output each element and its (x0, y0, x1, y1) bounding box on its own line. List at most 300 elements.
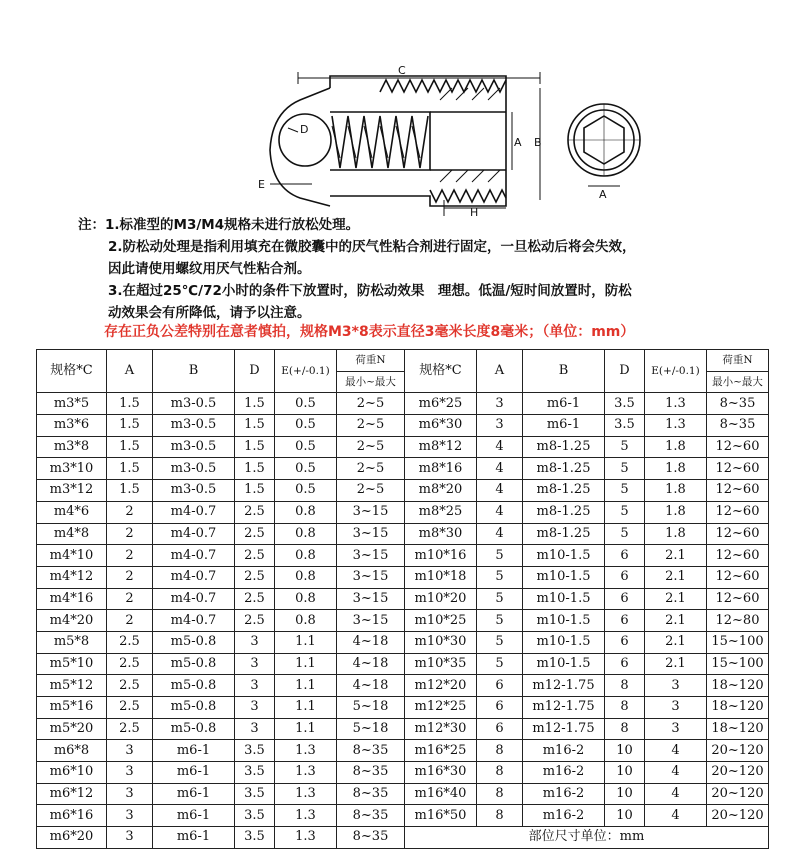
cell-right-spec: m12*25 (405, 697, 477, 719)
cell-left-a: 3 (107, 762, 153, 784)
cell-left-e: 0.8 (275, 610, 337, 632)
cell-right-load: 12~60 (707, 588, 769, 610)
cell-left-spec: m6*10 (37, 762, 107, 784)
cell-left-load: 3~15 (337, 610, 405, 632)
cell-left-b: m6-1 (153, 827, 235, 849)
cell-left-b: m3-0.5 (153, 436, 235, 458)
cell-left-e: 1.1 (275, 631, 337, 653)
cell-left-b: m5-0.8 (153, 631, 235, 653)
cell-left-b: m5-0.8 (153, 653, 235, 675)
cell-right-a: 4 (477, 501, 523, 523)
cell-left-a: 2 (107, 523, 153, 545)
cell-left-e: 1.3 (275, 762, 337, 784)
cell-left-b: m4-0.7 (153, 523, 235, 545)
table-row (37, 566, 769, 588)
header-d-right: D (605, 350, 645, 393)
cell-right-load: 12~60 (707, 501, 769, 523)
cell-left-e: 0.8 (275, 566, 337, 588)
cell-right-load: 8~35 (707, 393, 769, 415)
cell-right-a: 8 (477, 783, 523, 805)
cell-right-a: 6 (477, 675, 523, 697)
cell-right-load: 12~80 (707, 610, 769, 632)
cell-right-e: 2.1 (645, 653, 707, 675)
cell-left-spec: m4*8 (37, 523, 107, 545)
side-view (270, 76, 506, 206)
header-e-right: E(+/-0.1) (645, 350, 707, 393)
cell-right-e: 1.8 (645, 436, 707, 458)
spring (332, 116, 428, 168)
cell-left-spec: m5*8 (37, 631, 107, 653)
cell-right-d: 5 (605, 480, 645, 502)
cell-left-b: m5-0.8 (153, 697, 235, 719)
table-row (37, 740, 769, 762)
cell-right-d: 3.5 (605, 393, 645, 415)
table-row (37, 762, 769, 784)
cell-right-e: 3 (645, 697, 707, 719)
cell-right-d: 6 (605, 545, 645, 567)
cell-right-b: m8-1.25 (523, 480, 605, 502)
cell-right-a: 5 (477, 653, 523, 675)
cell-left-e: 1.3 (275, 783, 337, 805)
cell-right-d: 3.5 (605, 415, 645, 437)
thread-bottom (430, 190, 506, 202)
cell-left-load: 2~5 (337, 393, 405, 415)
cell-left-e: 0.5 (275, 415, 337, 437)
cell-right-d: 6 (605, 653, 645, 675)
cell-left-load: 3~15 (337, 545, 405, 567)
cell-right-spec: m10*35 (405, 653, 477, 675)
cell-left-spec: m6*12 (37, 783, 107, 805)
cell-left-spec: m5*12 (37, 675, 107, 697)
cell-right-b: m8-1.25 (523, 436, 605, 458)
unit-footer: 部位尺寸单位：mm (405, 827, 769, 849)
cell-right-e: 4 (645, 783, 707, 805)
cell-left-a: 3 (107, 827, 153, 849)
label-c: C (398, 64, 406, 77)
cell-left-d: 3 (235, 697, 275, 719)
cell-right-spec: m16*25 (405, 740, 477, 762)
cell-left-d: 1.5 (235, 393, 275, 415)
cell-left-d: 2.5 (235, 501, 275, 523)
tolerance-warning: 存在正负公差特别在意者慎拍，规格M3*8表示直径3毫米长度8毫米；（单位：mm） (104, 324, 635, 340)
cell-left-a: 2 (107, 501, 153, 523)
cell-left-b: m4-0.7 (153, 588, 235, 610)
cell-left-d: 3.5 (235, 762, 275, 784)
cell-left-spec: m6*20 (37, 827, 107, 849)
cell-right-spec: m8*12 (405, 436, 477, 458)
cell-right-b: m8-1.25 (523, 458, 605, 480)
label-e: E (258, 178, 265, 191)
cell-left-d: 3.5 (235, 827, 275, 849)
cell-left-a: 1.5 (107, 393, 153, 415)
cell-left-b: m6-1 (153, 805, 235, 827)
cell-right-e: 1.8 (645, 501, 707, 523)
cell-right-d: 10 (605, 762, 645, 784)
cell-right-d: 10 (605, 805, 645, 827)
cell-left-d: 1.5 (235, 415, 275, 437)
cell-left-b: m3-0.5 (153, 415, 235, 437)
cell-left-load: 2~5 (337, 480, 405, 502)
cell-left-d: 3 (235, 653, 275, 675)
cell-left-a: 2 (107, 566, 153, 588)
cell-left-e: 1.3 (275, 740, 337, 762)
cell-left-load: 3~15 (337, 501, 405, 523)
cell-left-spec: m3*10 (37, 458, 107, 480)
cell-right-e: 2.1 (645, 588, 707, 610)
cell-right-spec: m8*30 (405, 523, 477, 545)
cell-right-load: 18~120 (707, 675, 769, 697)
cell-right-load: 12~60 (707, 545, 769, 567)
cell-left-a: 1.5 (107, 458, 153, 480)
cell-right-spec: m10*20 (405, 588, 477, 610)
cell-right-b: m12-1.75 (523, 697, 605, 719)
cell-left-a: 2.5 (107, 675, 153, 697)
cell-left-b: m3-0.5 (153, 458, 235, 480)
end-view (568, 104, 640, 186)
cell-right-b: m8-1.25 (523, 501, 605, 523)
header-load-right: 荷重N (707, 350, 769, 372)
cell-left-a: 2.5 (107, 653, 153, 675)
cell-right-b: m16-2 (523, 783, 605, 805)
cell-left-d: 3 (235, 675, 275, 697)
table-row (37, 545, 769, 567)
cell-right-e: 1.8 (645, 458, 707, 480)
cell-right-spec: m8*20 (405, 480, 477, 502)
cell-left-load: 4~18 (337, 631, 405, 653)
cell-right-load: 18~120 (707, 718, 769, 740)
cell-left-e: 0.8 (275, 523, 337, 545)
cell-right-a: 8 (477, 762, 523, 784)
cell-left-spec: m5*16 (37, 697, 107, 719)
cell-left-d: 1.5 (235, 436, 275, 458)
cell-left-e: 0.5 (275, 436, 337, 458)
header-a: A (107, 350, 153, 393)
label-h: H (470, 206, 479, 219)
cell-right-d: 6 (605, 631, 645, 653)
notes-block (78, 214, 778, 324)
cell-left-spec: m4*10 (37, 545, 107, 567)
cell-left-b: m5-0.8 (153, 718, 235, 740)
cell-left-e: 1.1 (275, 675, 337, 697)
spec-table-body (37, 393, 769, 848)
cell-right-spec: m10*16 (405, 545, 477, 567)
header-b-right: B (523, 350, 605, 393)
cell-right-b: m6-1 (523, 393, 605, 415)
cell-right-spec: m12*20 (405, 675, 477, 697)
cell-left-b: m6-1 (153, 783, 235, 805)
cell-right-d: 8 (605, 697, 645, 719)
cell-right-b: m10-1.5 (523, 588, 605, 610)
cell-left-b: m4-0.7 (153, 610, 235, 632)
cell-left-a: 1.5 (107, 480, 153, 502)
label-a: A (514, 136, 522, 149)
cell-right-a: 3 (477, 393, 523, 415)
cell-right-d: 6 (605, 566, 645, 588)
cell-left-load: 4~18 (337, 675, 405, 697)
cell-right-d: 6 (605, 610, 645, 632)
table-row (37, 458, 769, 480)
cell-right-d: 5 (605, 436, 645, 458)
cell-right-load: 20~120 (707, 805, 769, 827)
header-load: 荷重N (337, 350, 405, 372)
cell-right-d: 5 (605, 523, 645, 545)
note-2-cont: 因此请使用螺纹用厌气性粘合剂。 (108, 261, 311, 277)
note-3-cont: 动效果会有所降低，请予以注意。 (108, 305, 311, 321)
table-row (37, 393, 769, 415)
cell-left-d: 3 (235, 718, 275, 740)
cell-right-b: m16-2 (523, 740, 605, 762)
cell-left-e: 1.3 (275, 805, 337, 827)
cell-right-e: 2.1 (645, 631, 707, 653)
cell-left-e: 1.3 (275, 827, 337, 849)
table-row (37, 675, 769, 697)
cell-left-a: 1.5 (107, 436, 153, 458)
cell-right-a: 3 (477, 415, 523, 437)
cell-left-a: 3 (107, 783, 153, 805)
cell-left-a: 2.5 (107, 697, 153, 719)
cell-right-e: 1.8 (645, 480, 707, 502)
cell-right-a: 4 (477, 523, 523, 545)
cell-right-a: 5 (477, 610, 523, 632)
cell-left-load: 2~5 (337, 458, 405, 480)
cell-left-spec: m4*16 (37, 588, 107, 610)
cell-right-d: 10 (605, 783, 645, 805)
cell-left-e: 0.8 (275, 501, 337, 523)
cell-right-e: 4 (645, 762, 707, 784)
cell-left-a: 2 (107, 588, 153, 610)
cell-right-load: 18~120 (707, 697, 769, 719)
cell-left-a: 2 (107, 545, 153, 567)
table-row (37, 480, 769, 502)
table-row (37, 415, 769, 437)
table-row (37, 805, 769, 827)
cell-left-b: m5-0.8 (153, 675, 235, 697)
cell-left-d: 3.5 (235, 805, 275, 827)
cell-left-load: 8~35 (337, 805, 405, 827)
note-2: 2.防松动处理是指利用填充在微胶囊中的厌气性粘合剂进行固定，一旦松动后将会失效， (108, 239, 636, 255)
label-d: D (300, 123, 309, 136)
cell-right-b: m12-1.75 (523, 675, 605, 697)
cell-right-a: 4 (477, 480, 523, 502)
cell-right-spec: m10*30 (405, 631, 477, 653)
cell-right-load: 12~60 (707, 480, 769, 502)
cell-left-load: 8~35 (337, 740, 405, 762)
table-row (37, 631, 769, 653)
cell-left-d: 3.5 (235, 740, 275, 762)
label-a-end: A (599, 188, 607, 201)
cell-right-a: 4 (477, 436, 523, 458)
cell-right-b: m6-1 (523, 415, 605, 437)
cell-left-spec: m4*12 (37, 566, 107, 588)
cell-left-d: 1.5 (235, 458, 275, 480)
cell-left-d: 2.5 (235, 588, 275, 610)
cell-right-load: 8~35 (707, 415, 769, 437)
header-row (37, 350, 769, 372)
table-row (37, 588, 769, 610)
cell-left-spec: m6*8 (37, 740, 107, 762)
cell-left-spec: m3*6 (37, 415, 107, 437)
cell-left-load: 8~35 (337, 783, 405, 805)
cell-left-a: 2.5 (107, 718, 153, 740)
cell-left-a: 3 (107, 740, 153, 762)
cell-right-e: 2.1 (645, 610, 707, 632)
cell-left-load: 2~5 (337, 415, 405, 437)
cell-left-d: 2.5 (235, 545, 275, 567)
cell-left-e: 0.8 (275, 588, 337, 610)
cell-right-e: 1.3 (645, 393, 707, 415)
header-load-sub: 最小~最大 (337, 371, 405, 393)
cell-right-load: 12~60 (707, 436, 769, 458)
cell-right-load: 12~60 (707, 458, 769, 480)
header-spec: 规格*C (37, 350, 107, 393)
cell-left-d: 2.5 (235, 566, 275, 588)
cell-right-b: m10-1.5 (523, 610, 605, 632)
cell-right-b: m10-1.5 (523, 545, 605, 567)
cell-right-d: 8 (605, 718, 645, 740)
cell-left-b: m6-1 (153, 762, 235, 784)
cell-right-e: 2.1 (645, 545, 707, 567)
thread-top (380, 80, 506, 92)
cell-left-d: 1.5 (235, 480, 275, 502)
table-row (37, 783, 769, 805)
cell-right-b: m10-1.5 (523, 653, 605, 675)
cell-left-b: m3-0.5 (153, 393, 235, 415)
cell-left-b: m3-0.5 (153, 480, 235, 502)
cell-right-spec: m10*25 (405, 610, 477, 632)
cell-left-load: 8~35 (337, 762, 405, 784)
cell-left-e: 0.5 (275, 480, 337, 502)
cell-left-e: 1.1 (275, 653, 337, 675)
cell-right-a: 6 (477, 697, 523, 719)
cell-right-spec: m16*40 (405, 783, 477, 805)
label-b: B (534, 136, 542, 149)
cell-left-b: m6-1 (153, 740, 235, 762)
cell-right-b: m10-1.5 (523, 631, 605, 653)
cell-right-a: 4 (477, 458, 523, 480)
cell-right-b: m10-1.5 (523, 566, 605, 588)
table-row (37, 501, 769, 523)
cell-right-a: 8 (477, 740, 523, 762)
cell-left-e: 1.1 (275, 697, 337, 719)
cell-right-d: 10 (605, 740, 645, 762)
cell-right-a: 5 (477, 566, 523, 588)
cell-left-a: 1.5 (107, 415, 153, 437)
cell-right-b: m16-2 (523, 762, 605, 784)
cell-right-load: 12~60 (707, 523, 769, 545)
cell-right-spec: m10*18 (405, 566, 477, 588)
table-row (37, 697, 769, 719)
cell-left-b: m4-0.7 (153, 501, 235, 523)
cell-left-spec: m3*8 (37, 436, 107, 458)
cell-right-d: 5 (605, 458, 645, 480)
cell-right-spec: m12*30 (405, 718, 477, 740)
cell-left-spec: m5*20 (37, 718, 107, 740)
header-b: B (153, 350, 235, 393)
cell-right-e: 3 (645, 718, 707, 740)
cell-left-a: 2 (107, 610, 153, 632)
cell-left-e: 0.5 (275, 393, 337, 415)
cell-left-b: m4-0.7 (153, 545, 235, 567)
cell-left-spec: m3*12 (37, 480, 107, 502)
cell-right-a: 5 (477, 545, 523, 567)
cell-left-load: 3~15 (337, 566, 405, 588)
cell-right-a: 5 (477, 631, 523, 653)
cell-right-e: 2.1 (645, 566, 707, 588)
cell-right-load: 15~100 (707, 653, 769, 675)
cell-left-a: 3 (107, 805, 153, 827)
cell-left-load: 3~15 (337, 523, 405, 545)
cell-left-spec: m5*10 (37, 653, 107, 675)
cell-left-d: 2.5 (235, 523, 275, 545)
note-3: 3.在超过25℃/72小时的条件下放置时，防松动效果 理想。低温/短时间放置时，防松 (108, 283, 632, 299)
cell-left-e: 0.8 (275, 545, 337, 567)
cell-left-spec: m6*16 (37, 805, 107, 827)
ball (279, 114, 331, 166)
cell-left-load: 5~18 (337, 697, 405, 719)
cell-left-spec: m4*6 (37, 501, 107, 523)
cell-right-e: 4 (645, 740, 707, 762)
cell-right-a: 6 (477, 718, 523, 740)
cell-left-d: 2.5 (235, 610, 275, 632)
cell-right-d: 5 (605, 501, 645, 523)
cell-right-e: 1.3 (645, 415, 707, 437)
note-1: 注：1.标准型的M3/M4规格未进行放松处理。 (78, 217, 360, 233)
cell-right-b: m12-1.75 (523, 718, 605, 740)
cell-right-spec: m16*30 (405, 762, 477, 784)
cell-right-b: m16-2 (523, 805, 605, 827)
table-row (37, 653, 769, 675)
cell-right-load: 15~100 (707, 631, 769, 653)
table-row (37, 718, 769, 740)
cell-left-e: 0.5 (275, 458, 337, 480)
header-d: D (235, 350, 275, 393)
cell-right-d: 6 (605, 588, 645, 610)
cell-left-e: 1.1 (275, 718, 337, 740)
table-row (37, 523, 769, 545)
cell-right-load: 20~120 (707, 762, 769, 784)
header-a-right: A (477, 350, 523, 393)
cell-right-e: 4 (645, 805, 707, 827)
table-row (37, 827, 769, 849)
cell-right-a: 5 (477, 588, 523, 610)
cell-right-spec: m16*50 (405, 805, 477, 827)
cell-left-load: 2~5 (337, 436, 405, 458)
cell-left-b: m4-0.7 (153, 566, 235, 588)
cell-left-load: 3~15 (337, 588, 405, 610)
cell-right-spec: m8*16 (405, 458, 477, 480)
cell-left-spec: m4*20 (37, 610, 107, 632)
header-load-sub-right: 最小~最大 (707, 371, 769, 393)
cell-right-load: 20~120 (707, 783, 769, 805)
header-spec-right: 规格*C (405, 350, 477, 393)
cell-left-a: 2.5 (107, 631, 153, 653)
spec-table (36, 349, 769, 849)
cell-right-b: m8-1.25 (523, 523, 605, 545)
cell-left-d: 3.5 (235, 783, 275, 805)
cell-right-load: 12~60 (707, 566, 769, 588)
cell-left-load: 5~18 (337, 718, 405, 740)
table-row (37, 436, 769, 458)
cell-right-spec: m8*25 (405, 501, 477, 523)
cell-right-a: 8 (477, 805, 523, 827)
table-row (37, 610, 769, 632)
cell-left-load: 8~35 (337, 827, 405, 849)
cell-right-spec: m6*30 (405, 415, 477, 437)
cell-left-spec: m3*5 (37, 393, 107, 415)
cell-right-load: 20~120 (707, 740, 769, 762)
cell-right-d: 8 (605, 675, 645, 697)
cell-left-load: 4~18 (337, 653, 405, 675)
